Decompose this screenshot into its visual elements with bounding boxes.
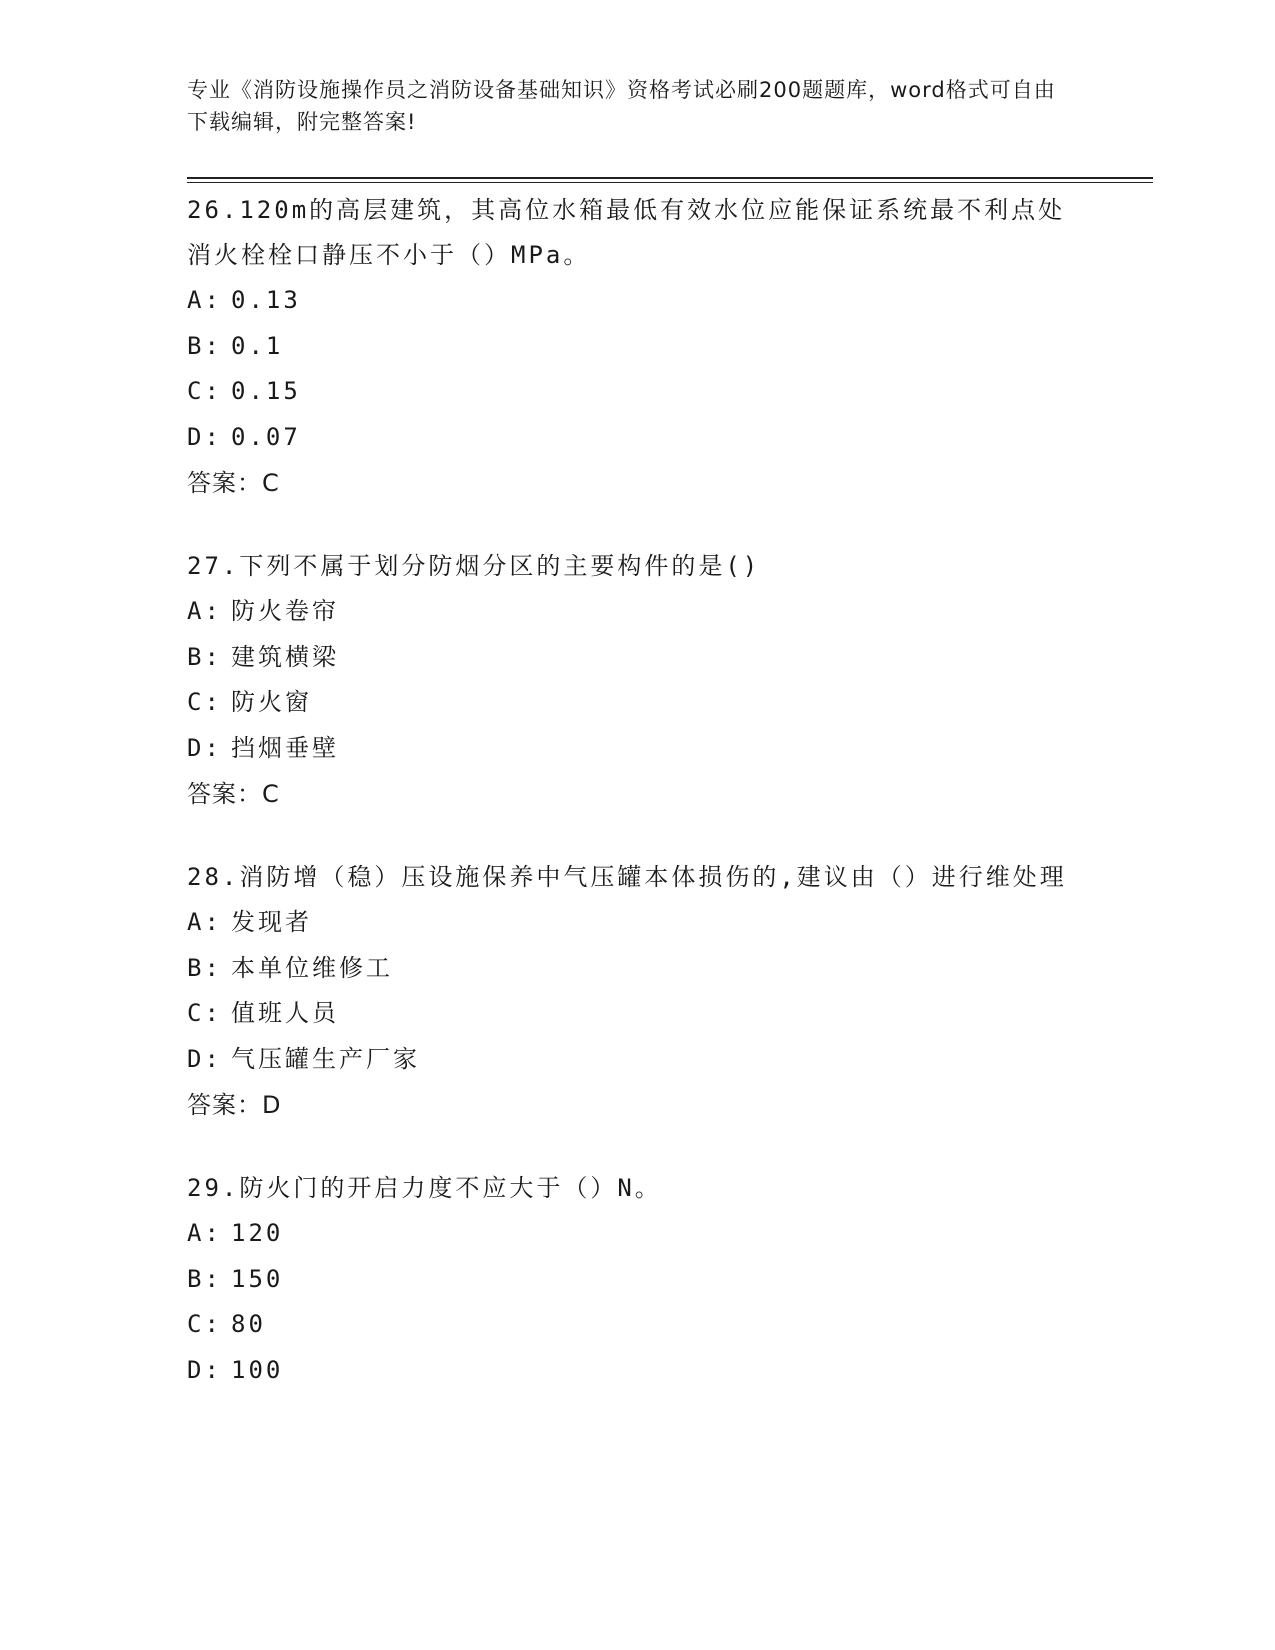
option-text: 本单位维修工 [231, 953, 393, 982]
question-stem: 27.下列不属于划分防烟分区的主要构件的是() [187, 552, 761, 580]
option-a [187, 589, 1087, 635]
option-d [187, 726, 1087, 772]
question-26 [187, 188, 1087, 506]
option-b [187, 1257, 1087, 1303]
option-label: B: [187, 953, 222, 982]
question-stem: 26.120m的高层建筑，其高位水箱最低有效水位应能保证系统最不利点处消火栓栓口静压不小于（）MPa。 [187, 196, 1066, 269]
option-a [187, 278, 1087, 324]
option-label: B: [187, 331, 222, 360]
option-c [187, 991, 1087, 1037]
option-text: 气压罐生产厂家 [231, 1044, 420, 1073]
option-label: C: [187, 999, 222, 1027]
question-stem: 29.防火门的开启力度不应大于（）N。 [187, 1174, 662, 1202]
option-text: 值班人员 [231, 999, 339, 1027]
option-d [187, 1037, 1087, 1083]
option-text: 100 [231, 1355, 284, 1384]
option-text: 发现者 [231, 908, 312, 936]
option-text: 80 [231, 1310, 266, 1338]
option-c [187, 680, 1087, 726]
option-text: 挡烟垂壁 [231, 733, 339, 762]
option-label: A: [187, 1219, 222, 1247]
question-27 [187, 544, 1087, 817]
option-label: B: [187, 642, 222, 671]
option-text: 0.13 [231, 286, 301, 314]
title-divider-thin [187, 182, 1153, 183]
option-label: B: [187, 1264, 222, 1293]
option-d [187, 1348, 1087, 1394]
question-29 [187, 1166, 1087, 1393]
option-text: 防火卷帘 [231, 597, 339, 625]
question-list [187, 188, 1087, 1431]
option-label: C: [187, 377, 222, 405]
document-title: 专业《消防设施操作员之消防设备基础知识》资格考试必刷200题题库，word格式可自由下载编辑，附完整答案! [187, 78, 1056, 134]
option-label: A: [187, 908, 222, 936]
option-b [187, 324, 1087, 370]
option-b [187, 635, 1087, 681]
option-d [187, 415, 1087, 461]
option-label: A: [187, 597, 222, 625]
option-c [187, 1302, 1087, 1348]
option-label: C: [187, 688, 222, 716]
answer: 答案：C [187, 780, 280, 808]
option-text: 120 [231, 1219, 284, 1247]
option-label: C: [187, 1310, 222, 1338]
question-stem: 28.消防增（稳）压设施保养中气压罐本体损伤的,建议由（）进行维处理 [187, 863, 1067, 891]
option-label: D: [187, 422, 222, 451]
option-label: A: [187, 286, 222, 314]
option-b [187, 946, 1087, 992]
option-c [187, 369, 1087, 415]
option-a [187, 1211, 1087, 1257]
option-label: D: [187, 733, 222, 762]
question-28 [187, 855, 1087, 1128]
option-label: D: [187, 1355, 222, 1384]
answer: 答案：C [187, 469, 280, 497]
option-label: D: [187, 1044, 222, 1073]
option-text: 0.07 [231, 422, 301, 451]
option-text: 0.1 [231, 331, 284, 360]
option-text: 150 [231, 1264, 284, 1293]
answer: 答案：D [187, 1091, 282, 1119]
option-text: 0.15 [231, 377, 301, 405]
option-text: 防火窗 [231, 688, 312, 716]
option-a [187, 900, 1087, 946]
option-text: 建筑横梁 [231, 642, 339, 671]
title-divider [187, 177, 1153, 179]
